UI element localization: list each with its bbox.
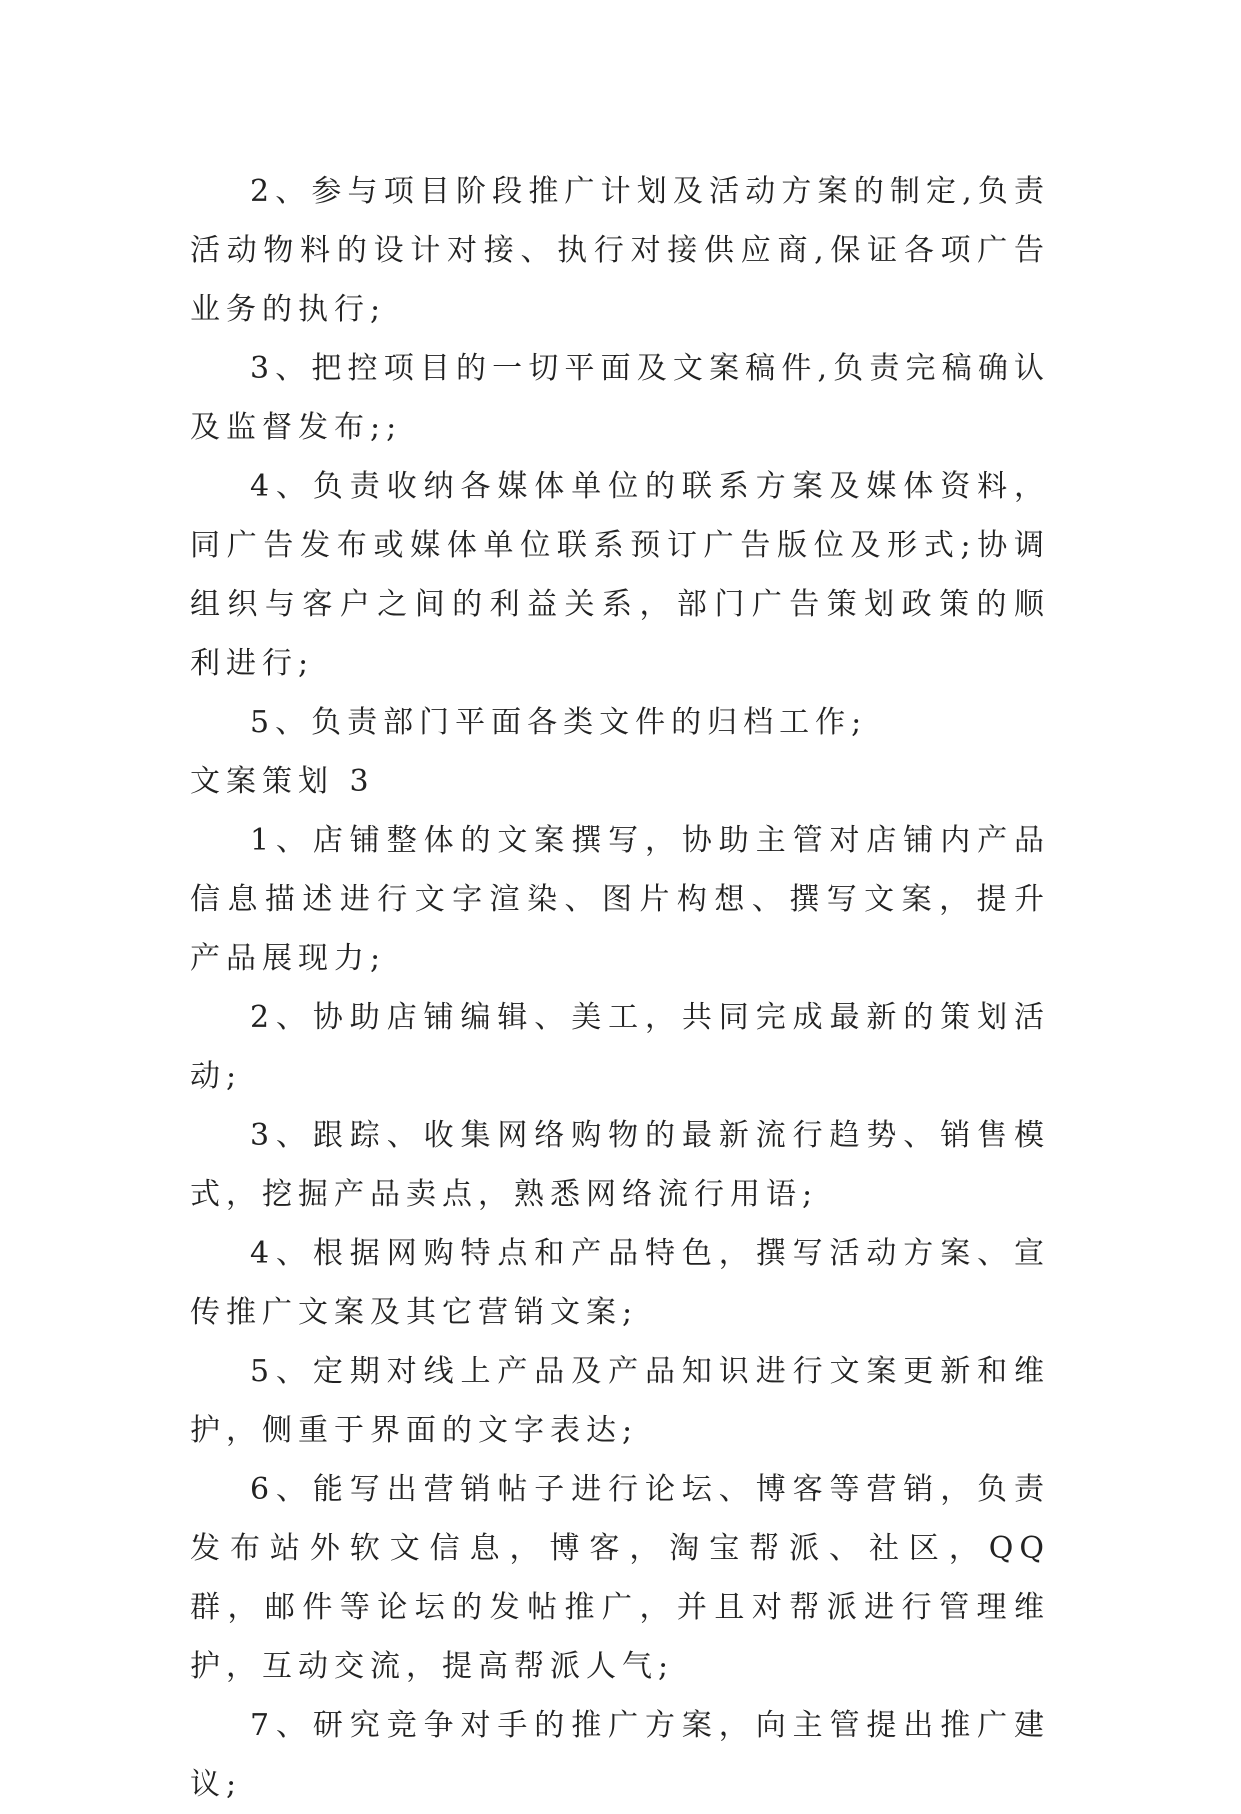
paragraph-item-1-store-copywriting: 1、店铺整体的文案撰写，协助主管对店铺内产品信息描述进行文字渲染、图片构想、撰写文案，提升产品展现力;: [190, 823, 1050, 976]
paragraph-item-7-competitor-research: 7、研究竞争对手的推广方案，向主管提出推广建议;: [190, 1708, 1050, 1802]
paragraph-item-2-assist-editing: 2、协助店铺编辑、美工，共同完成最新的策划活动;: [190, 1000, 1050, 1094]
paragraph-item-3-trend-tracking: 3、跟踪、收集网络购物的最新流行趋势、销售模式，挖掘产品卖点，熟悉网络流行用语;: [190, 1118, 1050, 1212]
paragraph-item-4-media-liaison: 4、负责收纳各媒体单位的联系方案及媒体资料，同广告发布或媒体单位联系预订广告版位及形式;协调组织与客户之间的利益关系，部门广告策划政策的顺利进行;: [190, 469, 1050, 681]
paragraph-item-2-promotion-plan: 2、参与项目阶段推广计划及活动方案的制定,负责活动物料的设计对接、执行对接供应商,保证各项广告业务的执行;: [190, 174, 1050, 327]
document-body: [190, 162, 1050, 1814]
paragraph-item-5-content-update: 5、定期对线上产品及产品知识进行文案更新和维护，侧重于界面的文字表达;: [190, 1354, 1050, 1448]
paragraph-item-5-archiving: 5、负责部门平面各类文件的归档工作;: [250, 705, 868, 740]
paragraph-item-6-forum-marketing: 6、能写出营销帖子进行论坛、博客等营销，负责发布站外软文信息，博客，淘宝帮派、社区，QQ 群，邮件等论坛的发帖推广，并且对帮派进行管理维护，互动交流，提高帮派人气;: [190, 1472, 1050, 1684]
section-heading: 文案策划 3: [190, 764, 375, 799]
paragraph-item-4-campaign-copy: 4、根据网购特点和产品特色，撰写活动方案、宣传推广文案及其它营销文案;: [190, 1236, 1050, 1330]
paragraph-item-3-design-control: 3、把控项目的一切平面及文案稿件,负责完稿确认及监督发布;;: [190, 351, 1050, 445]
